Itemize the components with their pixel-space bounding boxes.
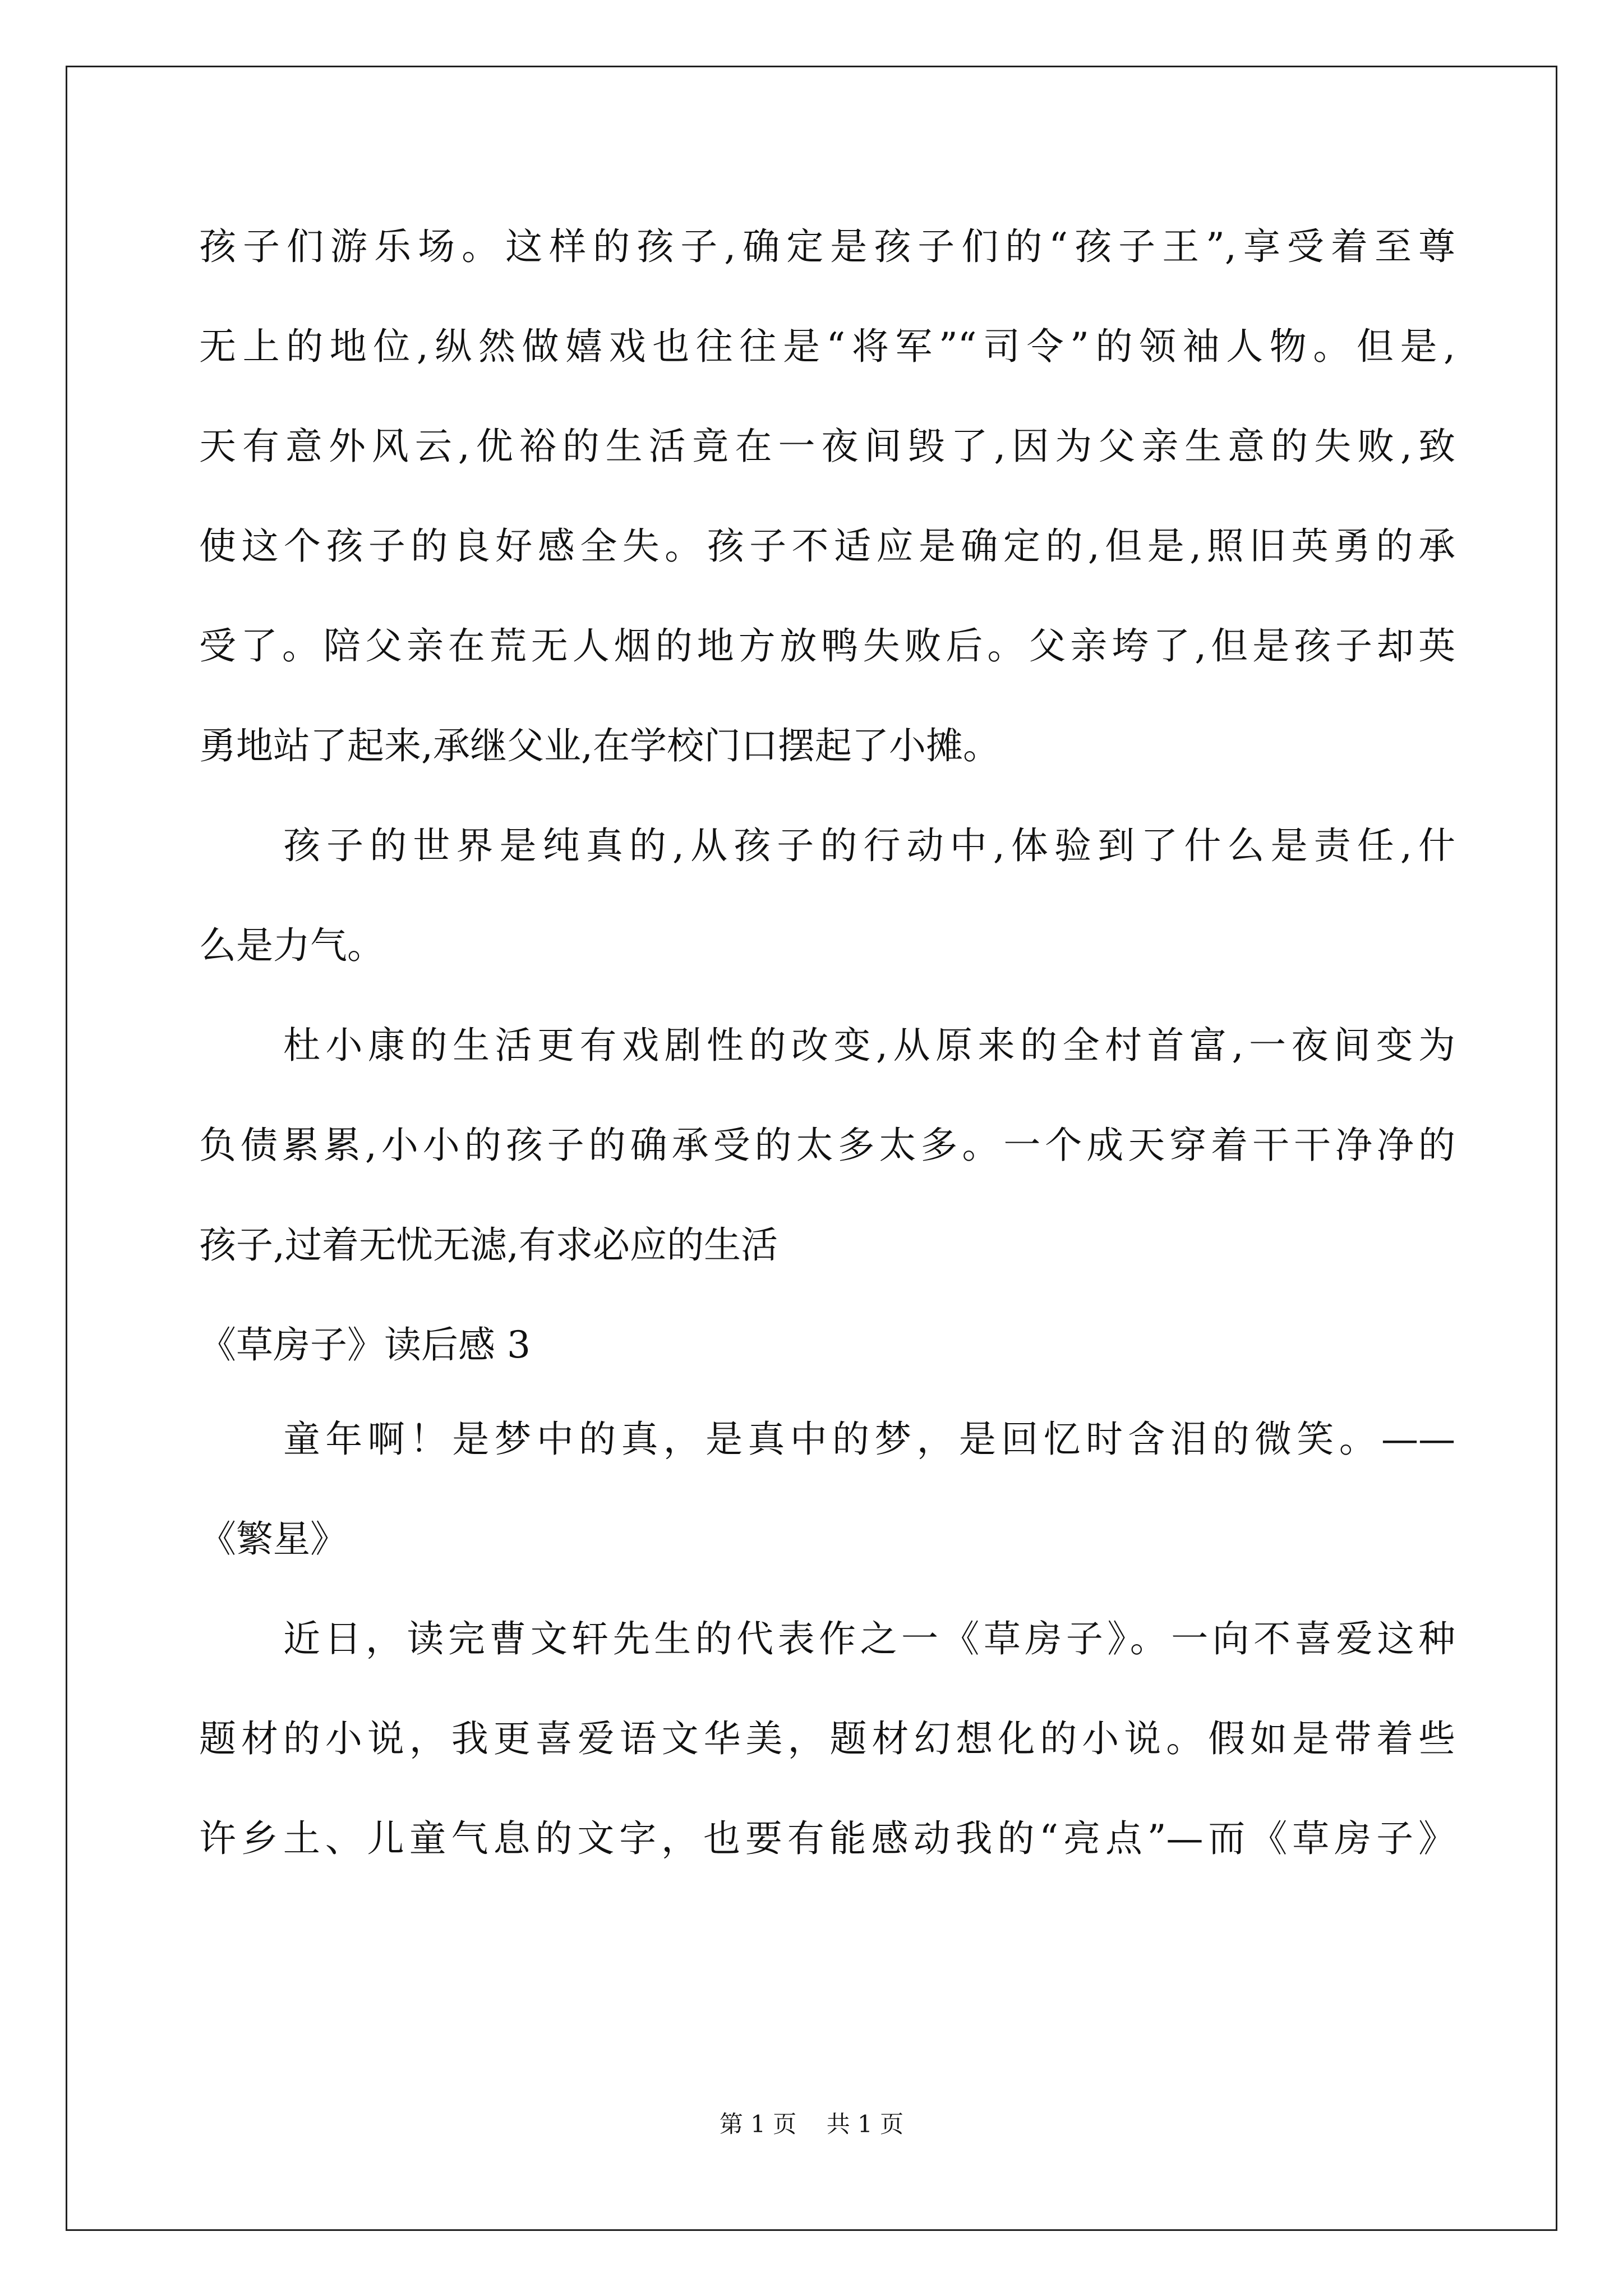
text-line: 受了。陪父亲在荒无人烟的地方放鸭失败后。父亲垮了,但是孩子却英 <box>199 624 1455 668</box>
quote-source-line: 《繁星》 <box>199 1517 347 1561</box>
text-line: 勇地站了起来,承继父业,在学校门口摆起了小摊。 <box>199 724 1000 767</box>
paragraph-start-line: 近日，读完曹文轩先生的代表作之一《草房子》。一向不喜爱这种 <box>283 1617 1455 1660</box>
text-line: 孩子们游乐场。这样的孩子,确定是孩子们的“孩子王”,享受着至尊 <box>199 225 1455 268</box>
paragraph-start-line: 杜小康的生活更有戏剧性的改变,从原来的全村首富,一夜间变为 <box>283 1024 1455 1067</box>
text-line: 负债累累,小小的孩子的确承受的太多太多。一个成天穿着干干净净的 <box>199 1124 1455 1167</box>
text-line: 孩子,过着无忧无滤,有求必应的生活 <box>199 1223 778 1267</box>
paragraph-start-line: 童年啊！是梦中的真，是真中的梦，是回忆时含泪的微笑。—— <box>283 1418 1455 1461</box>
page-footer: 第 1 页 共 1 页 <box>719 2110 904 2138</box>
text-line: 么是力气。 <box>199 924 384 967</box>
document-body <box>199 213 1455 1905</box>
text-line: 许乡土、儿童气息的文字，也要有能感动我的“亮点”—而《草房子》 <box>199 1817 1455 1860</box>
section-heading: 《草房子》读后感 3 <box>199 1323 531 1366</box>
text-line: 使这个孩子的良好感全失。孩子不适应是确定的,但是,照旧英勇的承 <box>199 524 1455 568</box>
text-line: 题材的小说，我更喜爱语文华美，题材幻想化的小说。假如是带着些 <box>199 1717 1455 1760</box>
text-line: 天有意外风云,优裕的生活竟在一夜间毁了,因为父亲生意的失败,致 <box>199 425 1455 468</box>
paragraph-start-line: 孩子的世界是纯真的,从孩子的行动中,体验到了什么是责任,什 <box>283 824 1455 867</box>
text-line: 无上的地位,纵然做嬉戏也往往是“将军”“司令”的领袖人物。但是, <box>199 325 1455 368</box>
